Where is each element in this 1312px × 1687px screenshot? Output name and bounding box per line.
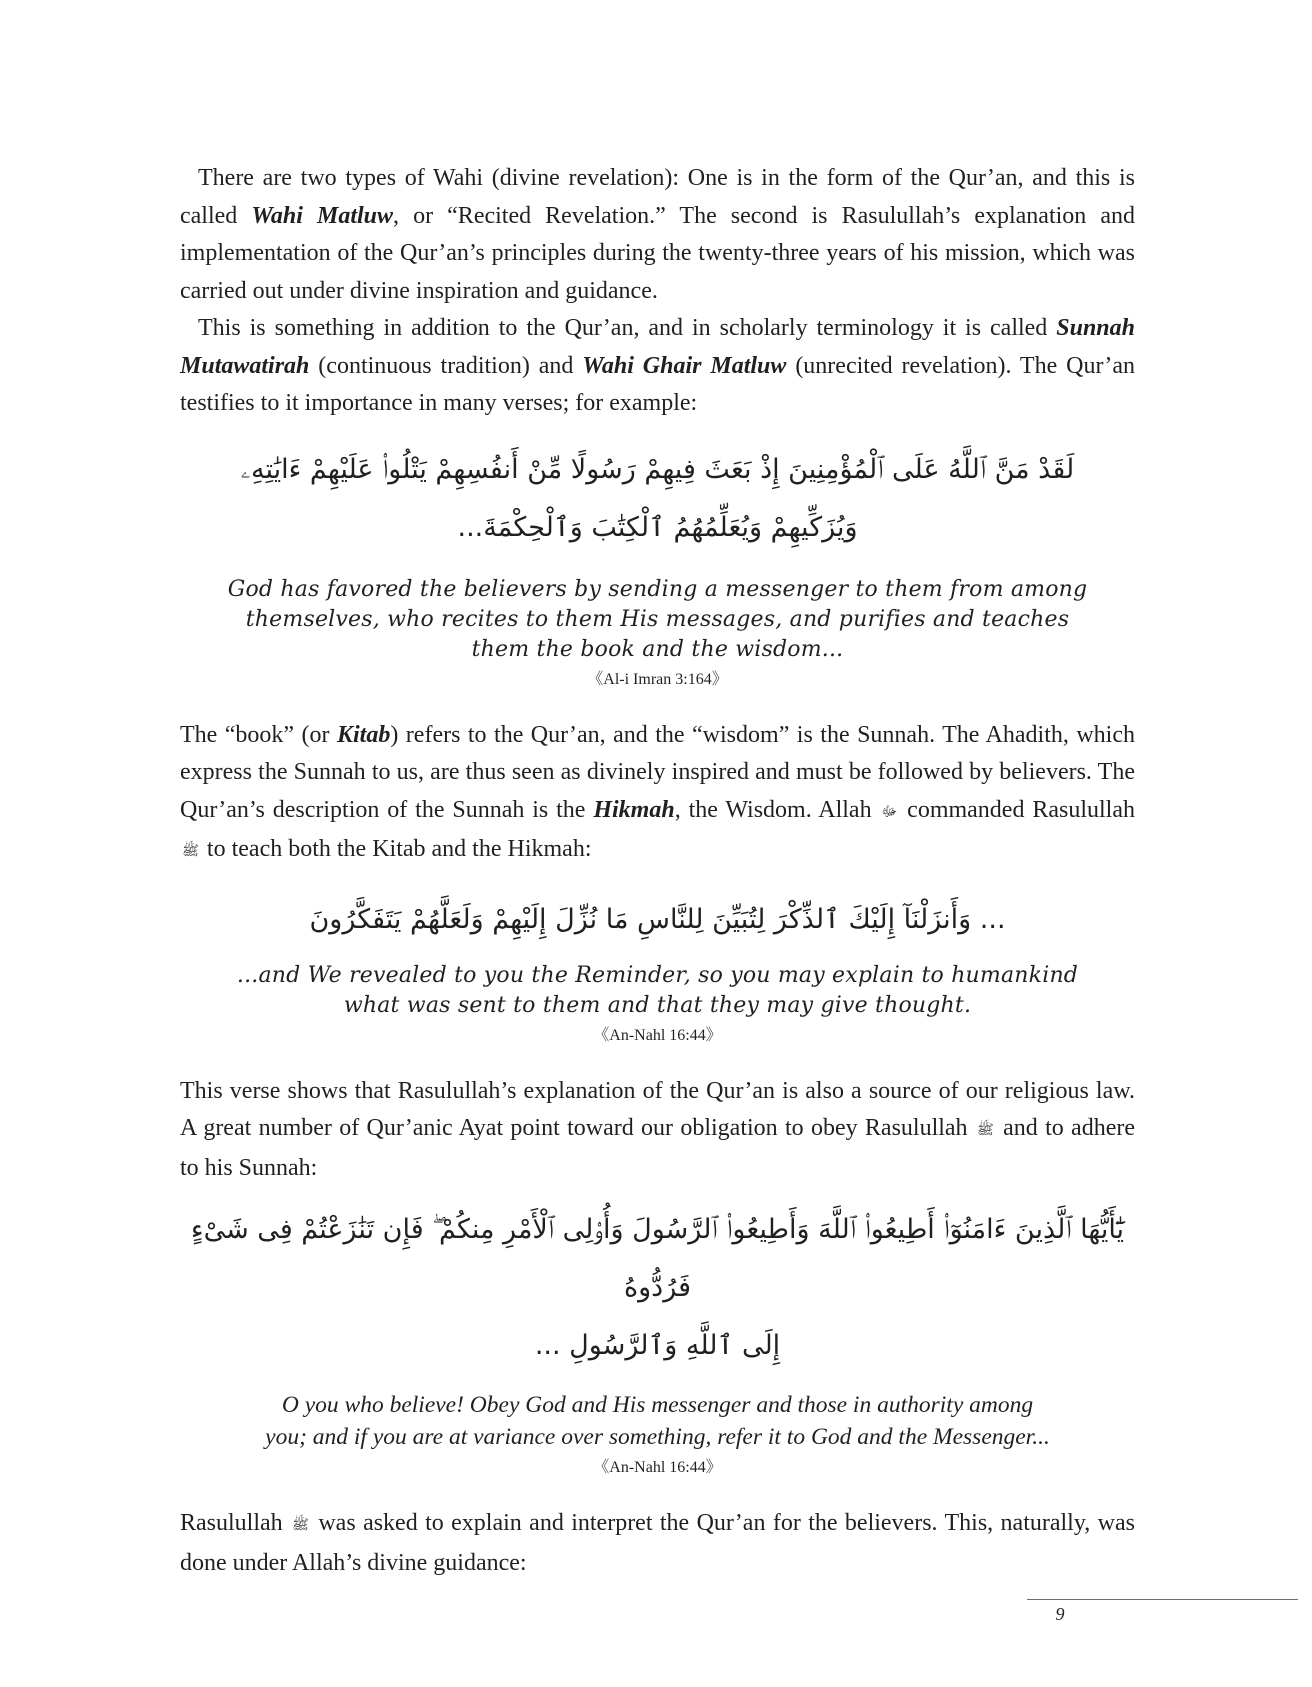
text-run: was asked to explain and interpret the Qur’an for the believers. This, naturally, was done under Allah’s divine guidance: [180,1510,1135,1576]
arabic-verse-line: وَيُزَكِّيهِمْ وَيُعَلِّمُهُمُ ٱلْكِتَٰبَ وَٱلْحِكْمَةَ... [457,511,858,543]
text-run: This is something in addition to the Qur’an, and in scholarly terminology it is called [198,315,1057,341]
verse-reference: 《An-Nahl 16:44》 [593,1459,722,1476]
text-run: ) refers to the Qur’an, and the “wisdom” is the Sunnah. The Ahadith, which express the Sunnah to us, are thus seen as divinely inspired and must be followed by believers. The Qur’an’s description of the Sunnah is the [180,721,1135,823]
honorific-glyph: ﷻ [881,804,898,820]
verse-translation-line: ...and We revealed to you the Reminder, so you may explain to humankind [236,962,1079,988]
term-kitab: Kitab [337,721,391,748]
page-number: 9 [1055,1604,1065,1624]
honorific-glyph: ﷺ [292,1518,309,1533]
honorific-glyph: ﷺ [182,844,199,859]
page-body [180,160,1135,1582]
text-run: There are two types of Wahi (divine revelation): One is in the form of the Qur’an, and this is called [180,165,1135,229]
term-hikmah: Hikmah [593,796,675,823]
verse-block-3 [180,1201,1135,1479]
verse-translation-line: you; and if you are at variance over something, refer it to God and the Messenger... [265,1424,1050,1450]
paragraph-wahi-types [180,160,1135,310]
verse-translation-line: themselves, who recites to them His messages, and purifies and teaches [245,606,1070,632]
paragraph-sunnah-mutawatirah [180,310,1135,423]
text-run: (unrecited revelation). The Qur’an testifies to it importance in many verses; for example: [180,352,1135,416]
text-run: The “book” (or [180,721,337,748]
text-run: and to adhere to his Sunnah: [180,1115,1135,1181]
term-sunnah-mutawatirah: Sunnah Mutawatirah [180,315,1135,379]
verse-translation-line: God has favored the believers by sending a messenger to them from among [227,576,1088,602]
text-run: (continuous tradition) and [309,352,583,379]
paragraph-interpretation [180,1505,1135,1582]
arabic-verse-line: ... وَأَنزَلْنَآ إِلَيْكَ ٱلذِّكْرَ لِتُبَيِّنَ لِلنَّاسِ مَا نُزِّلَ إِلَيْهِمْ وَلَعَلَّهُمْ يَتَفَكَّرُونَ [309,903,1006,935]
term-wahi-matluw: Wahi Matluw [251,202,394,229]
verse-translation-line: them the book and the wisdom... [471,636,844,662]
verse-reference: 《An-Nahl 16:44》 [593,1026,722,1044]
verse-translation-line: what was sent to them and that they may give thought. [343,992,972,1018]
text-run: Rasulullah [180,1510,291,1536]
text-run: , or “Recited Revelation.” The second is Rasulullah’s explanation and implementation of the Qur’an’s principles during the twenty-three years of his mission, which was carried out under divine inspiration and guidance. [180,202,1135,304]
text-run: to teach both the Kitab and the Hikmah: [200,836,592,862]
arabic-verse-line: يَٰٓأَيُّهَا ٱلَّذِينَ ءَامَنُوٓا۟ أَطِيعُوا۟ ٱللَّهَ وَأَطِيعُوا۟ ٱلرَّسُولَ وَأُو۟لِى ٱلْأَمْرِ مِنكُمْ ۖ فَإِن تَنَٰزَعْتُمْ فِى شَىْءٍ فَرُدُّوهُ [190,1214,1125,1303]
verse-reference: 《Al-i Imran 3:164》 [587,670,728,688]
paragraph-kitab-hikmah [180,717,1135,871]
verse-block-2 [180,891,1135,1047]
term-wahi-ghair-matluw: Wahi Ghair Matluw [582,352,787,379]
footer-rule [1027,1599,1298,1600]
verse-translation-line: O you who believe! Obey God and His messenger and those in authority among [281,1392,1034,1418]
text-run: commanded Rasulullah [899,796,1135,823]
paragraph-source-of-law [180,1073,1135,1188]
text-run: , the Wisdom. Allah [674,796,880,823]
arabic-verse-line: لَقَدْ مَنَّ ٱللَّهُ عَلَى ٱلْمُؤْمِنِينَ إِذْ بَعَثَ فِيهِمْ رَسُولًا مِّنْ أَنفُسِهِمْ يَتْلُوا۟ عَلَيْهِمْ ءَايَٰتِهِۦ [240,453,1075,485]
arabic-verse-line: إِلَى ٱللَّهِ وَٱلرَّسُولِ ... [534,1330,781,1361]
text-run: This verse shows that Rasulullah’s explanation of the Qur’an is also a source of our religious law. A great number of Qur’anic Ayat point toward our obligation to obey Rasulullah [180,1077,1135,1141]
honorific-glyph: ﷺ [976,1123,994,1138]
verse-block-1 [180,441,1135,691]
